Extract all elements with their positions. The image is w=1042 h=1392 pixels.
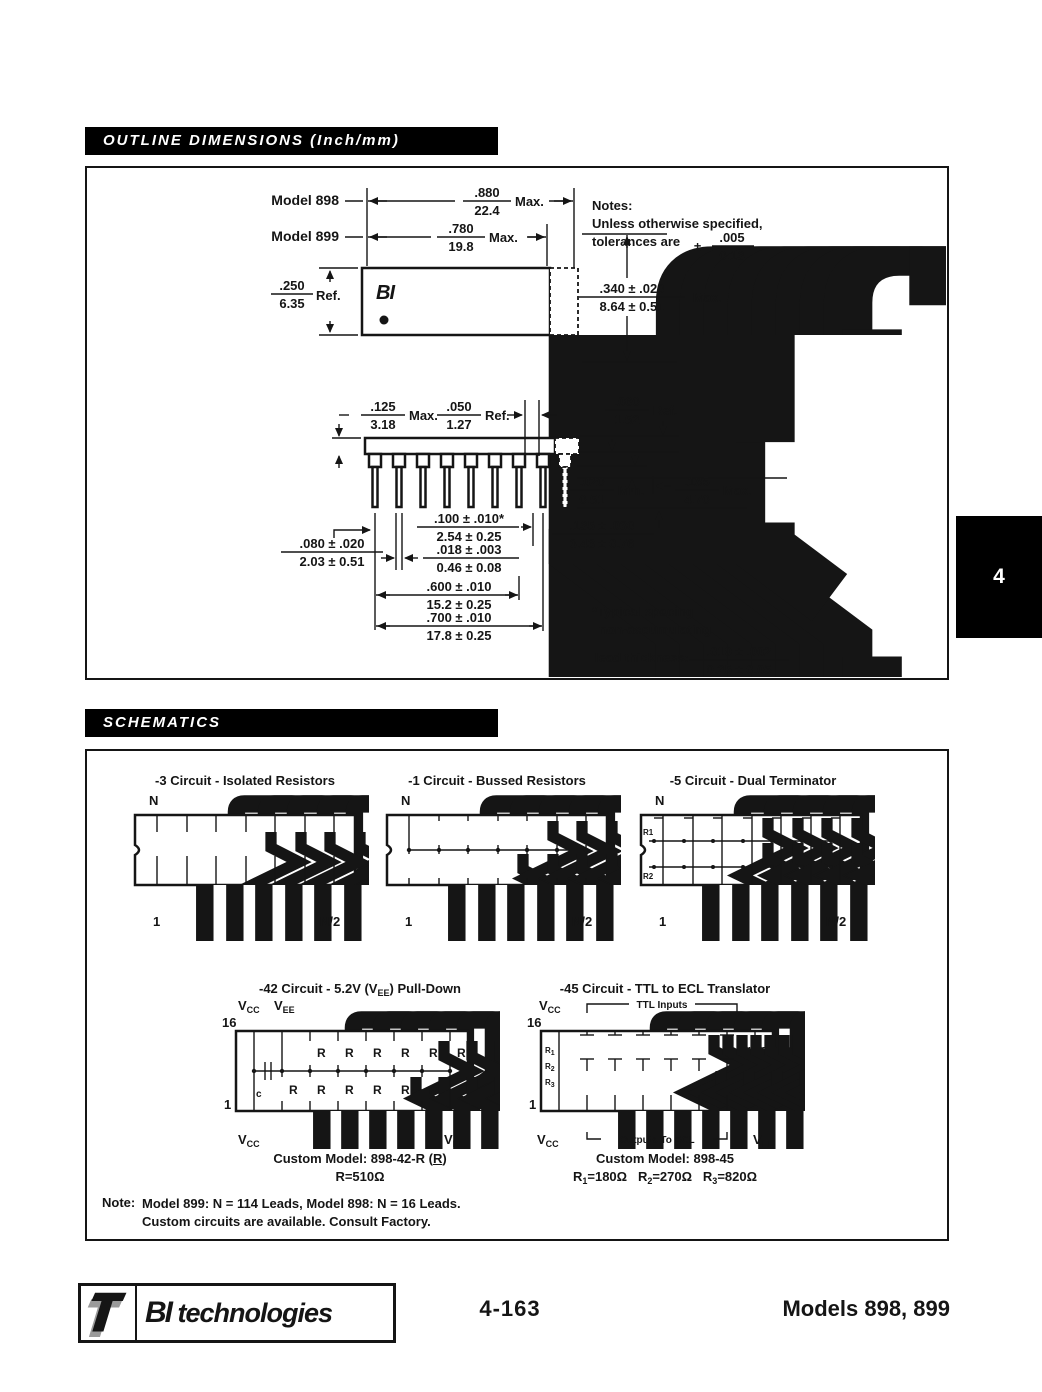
svg-text:.050: .050 bbox=[446, 399, 472, 414]
brand-name: BI technologies bbox=[145, 1296, 333, 1329]
svg-text:.780: .780 bbox=[448, 221, 474, 236]
bus-pin-1: 1 bbox=[405, 914, 413, 929]
svg-text:3.43 ± 0.76: 3.43 ± 0.76 bbox=[569, 536, 635, 551]
svg-text:R: R bbox=[345, 1046, 354, 1060]
model-899-label: Model 899 bbox=[271, 228, 339, 244]
svg-text:2.03 ± 0.51: 2.03 ± 0.51 bbox=[299, 554, 365, 569]
dim-080 bbox=[281, 530, 383, 569]
svg-text:.700 ± .010: .700 ± .010 bbox=[426, 610, 492, 625]
svg-text:.880: .880 bbox=[474, 185, 500, 200]
svg-text:±: ± bbox=[694, 239, 702, 254]
svg-text:.100 ± .010*: .100 ± .010* bbox=[433, 511, 505, 526]
tr45-pin1: 1 bbox=[529, 1097, 537, 1112]
svg-text:Ref.: Ref. bbox=[485, 408, 510, 423]
dim-100 bbox=[417, 511, 531, 544]
svg-text:Ref.: Ref. bbox=[316, 288, 341, 303]
iso-title: -3 Circuit - Isolated Resistors bbox=[155, 773, 335, 788]
brand-icon bbox=[81, 1286, 137, 1340]
svg-text:15.2 ± 0.25: 15.2 ± 0.25 bbox=[426, 597, 492, 612]
svg-text:Max.: Max. bbox=[723, 483, 752, 498]
svg-text:Max.: Max. bbox=[489, 230, 518, 245]
svg-text:.600 ± .010: .600 ± .010 bbox=[426, 579, 492, 594]
svg-text:0.51: 0.51 bbox=[579, 492, 605, 507]
svg-text:R: R bbox=[429, 1083, 438, 1097]
bi-logo-mark: BI bbox=[376, 282, 394, 304]
note-text bbox=[142, 1195, 702, 1231]
svg-text:R: R bbox=[401, 1046, 410, 1060]
svg-text:.135 ± .030: .135 ± .030 bbox=[569, 518, 635, 533]
tr45-vcc-bottom: $V_{CC}$ bbox=[537, 1132, 559, 1149]
pd42-title: -42 Circuit - 5.2V $(V_{EE})$ Pull-Down bbox=[259, 981, 461, 998]
svg-text:.125: .125 bbox=[370, 399, 396, 414]
svg-text:R: R bbox=[289, 1083, 298, 1097]
dual-schematic bbox=[635, 791, 875, 941]
svg-text:4.70: 4.70 bbox=[684, 492, 710, 507]
pd42-vcc-top: $V_{CC}$ bbox=[238, 999, 260, 1015]
svg-text:non-accumulating: non-accumulating bbox=[599, 622, 711, 637]
bus-pin-n2: N/2 bbox=[572, 914, 593, 929]
models-label: Models 898, 899 bbox=[782, 1296, 950, 1321]
brand-logo-box bbox=[78, 1283, 396, 1343]
svg-text:.018 ± .003: .018 ± .003 bbox=[436, 542, 502, 557]
svg-text:R: R bbox=[317, 1083, 326, 1097]
bus-title: -1 Circuit - Bussed Resistors bbox=[408, 773, 586, 788]
pd42-vee-bottom: $V_{EE}$ bbox=[444, 1132, 465, 1149]
pd42-r-value: R=510Ω bbox=[335, 1169, 385, 1184]
svg-text:R: R bbox=[429, 1046, 438, 1060]
tr45-title: -45 Circuit - TTL to ECL Translator bbox=[559, 981, 771, 996]
svg-text:.005: .005 bbox=[719, 230, 745, 245]
svg-text:.185: .185 bbox=[684, 474, 710, 489]
svg-text:R: R bbox=[317, 1046, 326, 1060]
outline-header-label: OUTLINE DIMENSIONS (Inch/mm) bbox=[103, 132, 400, 149]
svg-text:R: R bbox=[401, 1083, 410, 1097]
svg-text:*Typical spacing: *Typical spacing bbox=[592, 604, 694, 619]
svg-text:R: R bbox=[373, 1046, 382, 1060]
dual-pin-n2: N/2 bbox=[826, 914, 847, 929]
svg-text:Max.: Max. bbox=[409, 408, 438, 423]
svg-text:17.8 ± 0.25: 17.8 ± 0.25 bbox=[426, 628, 492, 643]
svg-text:Max.: Max. bbox=[693, 290, 722, 305]
schematics-section-header bbox=[85, 709, 498, 737]
iso-pin-n: N bbox=[149, 793, 159, 808]
tr45-pin16: 16 bbox=[527, 1015, 542, 1030]
tr45-r3-label: R3 bbox=[545, 1078, 555, 1089]
svg-text:19.8: 19.8 bbox=[448, 239, 474, 254]
svg-text:8.64 ± 0.51: 8.64 ± 0.51 bbox=[599, 299, 665, 314]
svg-text:22.4: 22.4 bbox=[474, 203, 500, 218]
svg-text:.020: .020 bbox=[579, 474, 605, 489]
pin1-dot bbox=[380, 316, 389, 325]
iso-pin-1: 1 bbox=[153, 914, 161, 929]
svg-text:1.52: 1.52 bbox=[614, 412, 640, 427]
tr45-r-values: $R_1=180\Omega$ $R_2=270\Omega$ $R_3=820\Omega$ bbox=[572, 1169, 758, 1186]
svg-text:R: R bbox=[345, 1083, 354, 1097]
svg-text:0.46 ± 0.08: 0.46 ± 0.08 bbox=[436, 560, 502, 575]
dual-r2-label: R2 bbox=[643, 872, 654, 881]
svg-text:.250: .250 bbox=[279, 278, 305, 293]
dim-880 bbox=[368, 185, 573, 218]
note-line-2: Custom circuits are available. Consult Factory. bbox=[142, 1214, 431, 1229]
tr45-r2-label: R2 bbox=[545, 1062, 555, 1073]
pd42-custom-model: Custom Model: 898-42-R (R) bbox=[273, 1151, 447, 1166]
svg-text:Min.: Min. bbox=[618, 483, 644, 498]
svg-text:.010 ± .002: .010 ± .002 bbox=[706, 644, 772, 659]
bus-pin-n: N bbox=[401, 793, 411, 808]
tr45-vcc-top: $V_{CC}$ bbox=[539, 999, 561, 1015]
svg-text:Max.: Max. bbox=[515, 194, 544, 209]
svg-text:Notes:: Notes: bbox=[592, 198, 633, 213]
outline-frame bbox=[85, 166, 949, 680]
dim-700 bbox=[376, 610, 542, 643]
iso-schematic bbox=[129, 791, 369, 941]
pd42-pin16: 16 bbox=[222, 1015, 237, 1030]
svg-text:Unless otherwise specified,: Unless otherwise specified, bbox=[592, 216, 763, 231]
notes-block bbox=[592, 198, 763, 263]
schematics-frame bbox=[85, 749, 949, 1241]
svg-text:2.54 ± 0.25: 2.54 ± 0.25 bbox=[436, 529, 502, 544]
pd42-vcc-bottom: $V_{CC}$ bbox=[238, 1132, 260, 1149]
page-number: 4-163 bbox=[479, 1296, 541, 1321]
pd42-vee-top: $V_{EE}$ bbox=[274, 999, 295, 1015]
dual-pin-1: 1 bbox=[659, 914, 667, 929]
svg-text:R: R bbox=[457, 1046, 466, 1060]
tr45-outputs-label: Outputs To ECL bbox=[619, 1135, 695, 1146]
svg-text:.060: .060 bbox=[614, 394, 640, 409]
dual-pin-n: N bbox=[655, 793, 665, 808]
outline-section-header bbox=[85, 127, 498, 155]
svg-text:0.25 ± 0.05: 0.25 ± 0.05 bbox=[706, 662, 772, 677]
svg-text:.080 ± .020: .080 ± .020 bbox=[299, 536, 365, 551]
tr45-vee-bottom: $V_{EE}$ bbox=[753, 1132, 774, 1149]
svg-text:3.18: 3.18 bbox=[370, 417, 396, 432]
tr45-ttl-inputs-label: TTL Inputs bbox=[636, 1000, 688, 1011]
model-898-label: Model 898 bbox=[271, 192, 339, 208]
dual-title: -5 Circuit - Dual Terminator bbox=[669, 773, 837, 788]
dim-250 bbox=[271, 268, 358, 335]
note-label: Note: bbox=[102, 1195, 136, 1210]
pd42-schematic bbox=[220, 999, 500, 1149]
chapter-tab bbox=[956, 516, 1042, 638]
svg-text:lead thickness:: lead thickness: bbox=[595, 650, 689, 665]
bus-schematic bbox=[381, 791, 621, 941]
svg-text:Ref.: Ref. bbox=[653, 403, 678, 418]
svg-text:R: R bbox=[373, 1083, 382, 1097]
note-line-1: Model 899: N = 114 Leads, Model 898: N = 16 Leads. bbox=[142, 1196, 461, 1211]
svg-text:6.35: 6.35 bbox=[279, 296, 305, 311]
tr45-r1-label: R1 bbox=[545, 1046, 555, 1057]
schematics-header-label: SCHEMATICS bbox=[103, 714, 222, 731]
dual-r1-label: R1 bbox=[643, 828, 654, 837]
iso-pin-n2: N/2 bbox=[320, 914, 341, 929]
tr45-schematic bbox=[525, 999, 805, 1149]
outline-diagram bbox=[87, 168, 946, 677]
pd42-cap-label: c bbox=[256, 1089, 262, 1100]
pd42-pin1: 1 bbox=[224, 1097, 232, 1112]
svg-text:tolerances are: tolerances are bbox=[592, 234, 681, 249]
dim-780 bbox=[368, 221, 546, 254]
dim-600 bbox=[376, 579, 518, 612]
svg-text:1.27: 1.27 bbox=[446, 417, 472, 432]
tt-logo-icon bbox=[84, 1289, 132, 1337]
svg-text:0.13: 0.13 bbox=[719, 248, 745, 263]
svg-text:.340 ± .020: .340 ± .020 bbox=[599, 281, 665, 296]
tr45-custom-model: Custom Model: 898-45 bbox=[596, 1151, 734, 1166]
chapter-tab-number: 4 bbox=[993, 565, 1005, 588]
